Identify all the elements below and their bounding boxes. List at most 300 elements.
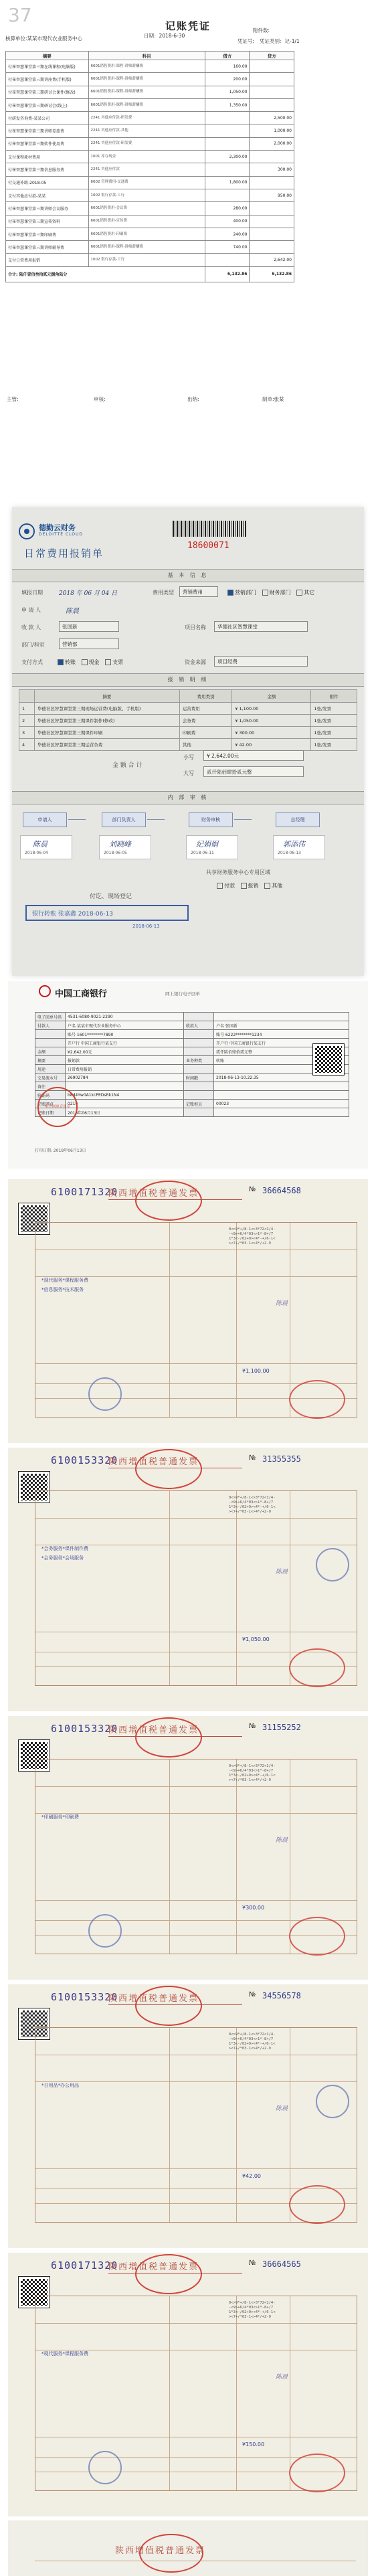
invoice-amount: ¥42.00 [242,2173,261,2179]
invoice-amount: ¥1,100.00 [242,1368,270,1374]
handwritten-note: 陈晨 [276,1837,288,1844]
voucher-summary: 支付其他应付款-某某 [6,189,89,201]
cipher-area: 0<>9*+/8-1<>3*72<1/4- -<9>+6/4*03<>1*-8+/7 1*3<-/02+9><4*-+/6-1< ><7+/*03-1<>4*/+2-9 [229,1764,276,1782]
cipher-area: 0<>9*+/8-1<>3*72<1/4- -<9>+6/4*03<>1*-8+/7 1*3<-/02+9><4*-+/6-1< ><7+/*03-1<>4*/+2-9 [229,1227,276,1246]
detail-col-no [19,690,35,703]
detail-amt: ¥ 1,050.00 [232,715,311,727]
section-detail: 报 销 明 细 [12,673,364,687]
fill-date: 2018 年 06 月 04 日 [59,590,118,597]
receipt-value: 4531-6080-9021-2290 [66,1013,184,1021]
qr-code-icon [313,1044,344,1075]
receipt-label: 交易流水号 [35,1074,66,1082]
expense-type-value: 营销费用 [179,586,218,597]
payee-label: 收 款 人 [21,624,41,630]
cipher-area: 0<>9*+/8-1<>3*72<1/4- -<9>+6/4*03<>1*-8+/7 1*3<-/02+9><4*-+/6-1< ><7+/*03-1<>4*/+2-9 [229,2033,276,2051]
seller-seal-icon [289,1648,345,1687]
seller-seal-icon [289,2454,345,2492]
detail-att: 1张/发票 [311,715,357,727]
receipt-label-2 [184,1039,214,1047]
fund-label: 资金来源 [185,659,206,665]
checkbox-icon [227,590,233,596]
detail-col-att: 附件 [311,690,357,703]
col-account: 科目 [88,52,205,60]
receipt-value: 账号 1601********7890 [66,1030,184,1039]
receipt-row [35,1091,349,1100]
payment-opt-3: 支票 [112,659,124,665]
receipt-label-2: 时间戳 [184,1074,214,1082]
flow-step-1: 申请人 [23,812,67,827]
receipt-row [35,1039,349,1047]
invoice-item: *现代服务*课程服务费 [41,1278,88,1283]
voucher-summary: 付交通补助-2018-05 [6,176,89,189]
voucher-summary: 付崔智慧课堂第三期讲师会议服务 [6,202,89,215]
approval-stamp-icon [88,2451,122,2484]
applicant-label: 申 请 人 [21,607,41,613]
voucher-credit: 2,642.00 [250,254,294,266]
detail-cat: 其他 [179,739,231,751]
receipt-value [66,1082,184,1091]
voucher-debit: 200.00 [205,73,250,86]
signature-box-1 [20,835,72,859]
form-title: 日常费用报销单 [24,547,104,560]
receipt-value: 2018年06月13日 [66,1108,184,1117]
voucher-credit [250,176,294,189]
signature-box-2 [99,835,151,859]
receipt-value-2 [214,1108,349,1117]
voucher-account: 2241 其他应付款-研发费 [88,112,205,124]
col-debit: 借方 [205,52,250,60]
flow-sign-4: 郭添伟 [283,840,305,849]
checkbox-icon [264,883,270,889]
icbc-logo-icon [39,985,51,997]
receipt-label: 记账日期 [35,1108,66,1117]
invoice-code: 6100171320 [51,1186,118,1198]
voucher-row [6,98,294,111]
receipt-value-2: 00023 [214,1100,349,1108]
invoice-item: *会务服务*会场服务 [41,1555,84,1561]
receipt-label: 备注 [35,1082,66,1091]
receipt-value-2: 账号 6222********1234 [214,1030,349,1039]
voucher-account: 2241 其他应付款-其他 [88,124,205,137]
voucher-summary: 付崔智慧课堂第三期研讨会(线上) [6,98,89,111]
receipt-label: 金额 [35,1047,66,1056]
finance-opt-1: 付款 [224,883,235,889]
approval-stamp-icon [316,2085,349,2118]
seller-seal-icon [289,1380,345,1419]
voucher-account: 6601销售费用-会议费 [88,202,205,215]
detail-no: 1 [19,703,35,715]
voucher-account: 2241 其他应付款-研发费 [88,137,205,150]
voucher-credit: 2,000.00 [250,137,294,150]
voucher-summary: 付崔智慧课堂第三期讲座费(手机版) [6,73,89,86]
voucher-cashier: 出纳: [187,396,199,402]
amount-large: 贰仟陆佰肆拾贰元整 [203,766,304,777]
voucher-debit [205,137,250,150]
receipt-label-2 [184,1082,214,1091]
receipt-label: 验证码 [35,1091,66,1100]
voucher-summary: 付崔智慧课堂第三期信息服务费 [6,163,89,176]
voucher-row [6,112,294,124]
dept-tag-1: 营销部门 [235,590,256,596]
receipt-value-2 [214,1013,349,1021]
voucher-credit [250,228,294,240]
receipt-value: ¥2,642.00元 [66,1047,184,1056]
arrow-right-icon [68,819,86,820]
invoice-item: *现代服务*课程服务费 [41,2351,88,2356]
payment-label: 支付方式 [21,659,43,665]
voucher-account: 6601销售费用-课程-讲师薪酬费 [88,60,205,73]
detail-cat: 会务费 [179,715,231,727]
bank-receipt [8,981,368,1169]
arrow-right-icon [234,819,252,820]
receipt-label [35,1030,66,1039]
invoice-item: *日用品*办公用品 [41,2083,79,2088]
detail-col-amt: 金额 [232,690,311,703]
voucher-summary: 付崔智慧课堂第三期讲师辅导费 [6,241,89,254]
brand-name-en: DELOITTE CLOUD [39,532,84,537]
receipt-row [35,1065,349,1074]
detail-desc: 华德社区智慧课堂第三期课件制作(修改) [34,715,179,727]
invoice-code: 6100153320 [51,1454,118,1466]
voucher-debit: 740.00 [205,241,250,254]
barcode-icon [173,521,246,537]
invoice-code: 6100153320 [51,1723,118,1735]
voucher-credit [250,215,294,228]
invoice-code: 6100153320 [51,1991,118,2003]
receipt-value: 开户行 中国工商银行某支行 [66,1039,184,1047]
voucher-row [6,228,294,240]
voucher-account: 1002 银行存款-工行 [88,254,205,266]
invoice-amount: ¥1,050.00 [242,1636,270,1642]
checkbox-icon [105,659,111,665]
dept-tags [223,589,314,596]
invoice-number: 31155252 [262,1723,301,1732]
partial-invoice [8,2520,368,2576]
voucher-row [6,241,294,254]
voucher-debit [205,163,250,176]
receipt-row [35,1108,349,1117]
flow-sign-1: 陈晨 [33,840,48,849]
reimbursement-form [12,507,364,976]
invoice-no-label: № [249,1454,256,1462]
dept-tag-2: 财务部门 [269,590,291,596]
large-label: 大写 [183,770,194,776]
fill-date-label: 填报日期 [21,590,43,596]
voucher-account: 6601销售费用-宣传费 [88,215,205,228]
voucher-debit [205,112,250,124]
voucher-debit: 400.00 [205,215,250,228]
section-flow: 内 部 审 核 [12,791,364,804]
col-summary: 摘要 [6,52,89,60]
detail-desc: 华德社区智慧课堂第三期现场运营费(电脑版、手机版) [34,703,179,715]
form-serial: 18600071 [187,541,229,551]
voucher-row [6,202,294,215]
invoice-title: 陕西增值税普通发票 [108,1994,199,2004]
partial-invoice-title: 陕西增值税普通发票 [115,2546,206,2556]
voucher-row [6,124,294,137]
flow-date-4: 2018-06-13 [278,851,301,855]
receipt-label: 记账网点 [35,1100,66,1108]
voucher-debit: 280.00 [205,202,250,215]
voucher-maker: 制单:张某 [262,396,284,402]
checkbox-icon [58,659,64,665]
vat-invoice [8,2253,368,2516]
handwritten-note: 陈晨 [276,1300,288,1307]
flow-date-1: 2018-06-04 [25,851,48,855]
voucher-row [6,86,294,98]
voucher-title: 记账凭证 [165,20,211,32]
voucher-credit: 300.00 [250,163,294,176]
receipt-row [35,1082,349,1091]
payment-options [54,659,123,666]
voucher-account: 6602 管理费用-交通费 [88,176,205,189]
bank-sub: 网上银行电子回单 [165,991,200,997]
flow-step-2: 部门负责人 [102,812,146,827]
cipher-area: 0<>9*+/8-1<>3*72<1/4- -<9>+6/4*03<>1*-8+/7 1*3<-/02+9><4*-+/6-1< ><7+/*03-1<>4*/+2-9 [229,2301,276,2319]
voucher-company: 核算单位:某某市现代农业服务中心 [5,35,83,41]
payment-opt-1: 转账 [65,659,76,665]
voucher-total-label: 合计: 陆仟壹佰叁拾贰元捌角陆分 [6,266,205,282]
vat-invoice [8,1716,368,1980]
receipt-label-2: 收款人 [184,1021,214,1030]
voucher-credit: 2,500.00 [250,112,294,124]
payee: 张国新 [59,621,119,632]
voucher-credit [250,241,294,254]
voucher-total-credit: 6,132.86 [250,266,294,282]
voucher-attach: 附件数: [253,27,270,33]
receipt-value-2: 贰仟陆佰肆拾贰元整 [214,1047,349,1056]
detail-col-cat: 费用类别 [179,690,231,703]
vat-invoice [8,1179,368,1443]
voucher-debit: 240.00 [205,228,250,240]
voucher-credit [250,73,294,86]
payment-opt-2: 现金 [88,659,100,665]
project: 华德社区智慧课堂 [214,621,308,632]
invoice-amount: ¥300.00 [242,1905,265,1911]
voucher-summary: 付研发咨询费-某某公司 [6,112,89,124]
receipt-label: 付款人 [35,1021,66,1030]
detail-col-desc: 摘要 [34,690,179,703]
receipt-value: b8d4Yw0A1kcPEDsRk1N4 [66,1091,184,1100]
voucher-supervisor: 主管: [7,396,19,402]
voucher-account: 1002 银行存款-工行 [88,189,205,201]
voucher-summary: 支付课程耗材费用 [6,151,89,163]
voucher-row [6,60,294,73]
detail-no: 3 [19,727,35,739]
approval-stamp-icon [316,1548,349,1581]
voucher-row [6,163,294,176]
signature-box-4 [273,835,325,859]
brand-name: 德勤云财务 [39,523,76,532]
dept-label: 部门/科室 [21,642,45,648]
voucher-debit: 2,300.00 [205,151,250,163]
receipt-label-2 [184,1013,214,1021]
voucher-row [6,73,294,86]
receipt-label-2 [184,1065,214,1074]
voucher-row [6,137,294,150]
receipt-label-2: 业务种类 [184,1056,214,1065]
bank-name: 中国工商银行 [55,989,108,999]
voucher-row [6,176,294,189]
flow-sign-3: 纪娟娟 [196,840,218,849]
print-date: 打印日期: 2018年06月13日 [35,1148,86,1153]
voucher-summary: 支付日常费用报销 [6,254,89,266]
voucher-review: 审核: [94,396,106,402]
vat-invoice [8,1448,368,1711]
flow-date-3: 2018-06-11 [191,851,214,855]
applicant: 陈晨 [66,608,79,615]
voucher-debit: 1,800.00 [205,176,250,189]
project-label: 项目名称 [185,624,206,630]
voucher-credit [250,151,294,163]
receipt-row [35,1047,349,1056]
voucher-summary: 付崔智慧课堂第三期研讨会课件(修改) [6,86,89,98]
detail-att: 1张/发票 [311,703,357,715]
detail-row [19,727,357,739]
invoice-code: 6100171320 [51,2259,118,2271]
voucher-row [6,215,294,228]
voucher-credit [250,202,294,215]
finance-options [213,882,282,889]
divider [108,1199,242,1200]
invoice-number: 36664565 [262,2259,301,2269]
voucher-account: 6601销售费用-课程-讲师薪酬费 [88,98,205,111]
divider [108,2004,242,2005]
cipher-area: 0<>9*+/8-1<>3*72<1/4- -<9>+6/4*03<>1*-8+/7 1*3<-/02+9><4*-+/6-1< ><7+/*03-1<>4*/+2-9 [229,1496,276,1514]
detail-desc: 华德社区智慧课堂第三期课件印刷 [34,727,179,739]
voucher-account: 6601销售费用-课程-讲师薪酬费 [88,86,205,98]
detail-amt: ¥ 42.00 [232,739,311,751]
receipt-value-2: 2018-06-13-10.22.35 [214,1074,349,1082]
finance-area-title: 共享财务服务中心专用区域 [206,869,270,875]
voucher-debit: 1,350.00 [205,98,250,111]
paid-stamp [25,905,189,921]
col-credit: 贷方 [250,52,294,60]
cashier-label: 付讫、现场登记 [90,893,132,900]
brand-mark-icon [19,523,35,539]
voucher-row [6,254,294,266]
handwritten-note: 陈晨 [276,1569,288,1575]
checkbox-icon [217,883,223,889]
page-number: 37 [8,4,32,26]
voucher-account: 1001 库存现金 [88,151,205,163]
invoice-no-label: № [249,2259,256,2267]
receipt-row [35,1013,349,1021]
voucher-credit [250,60,294,73]
checkbox-icon [296,590,302,596]
finance-opt-3: 其他 [272,883,283,889]
invoice-title: 陕西增值税普通发票 [108,1725,199,1735]
invoice-number: 36664568 [262,1186,301,1195]
receipt-row [35,1056,349,1065]
voucher-debit: 1,050.00 [205,86,250,98]
voucher-account: 2241 其他应付款 [88,163,205,176]
section-basic-info: 基 本 信 息 [12,569,364,582]
flow-date-2: 2018-06-05 [104,851,127,855]
arrow-right-icon [147,819,165,820]
receipt-value: 户名 某某市现代农业服务中心 [66,1021,184,1030]
finance-opt-2: 报销 [248,883,259,889]
approval-stamp-icon [88,1377,122,1411]
handwritten-note: 陈晨 [276,2106,288,2112]
receipt-row [35,1074,349,1082]
voucher-summary: 付崔智慧课堂第三期宣传资料 [6,215,89,228]
voucher-debit [205,254,250,266]
voucher-debit [205,189,250,201]
invoice-number: 34556578 [262,1991,301,2000]
receipt-value-2 [214,1082,349,1091]
receipt-value: 26902784 [66,1074,184,1082]
flow-step-3: 财务审核 [189,812,233,827]
dept-tag-3: 其它 [304,590,315,596]
receipt-label-2 [184,1030,214,1039]
invoice-no-label: № [249,1186,256,1193]
dept-value: 营销部 [59,638,119,649]
voucher-credit: 1,000.00 [250,124,294,137]
brand-logo [19,522,112,542]
receipt-label: 电子回单号码 [35,1013,66,1021]
invoice-item: *信息服务*技术服务 [41,1287,84,1292]
voucher-account: 6601销售费用-印刷费 [88,228,205,240]
detail-no: 2 [19,715,35,727]
voucher-summary: 付崔智慧课堂第三期在线课程(电脑版) [6,60,89,73]
voucher-credit: 950.00 [250,189,294,201]
receipt-label-2 [184,1091,214,1100]
voucher-debit [205,124,250,137]
detail-row [19,739,357,751]
divider [108,1736,242,1737]
invoice-amount: ¥150.00 [242,2441,265,2448]
invoice-number: 31355355 [262,1454,301,1464]
invoice-item: *印刷服务*印刷费 [41,1814,79,1820]
detail-amt: ¥ 1,100.00 [232,703,311,715]
invoice-title: 陕西增值税普通发票 [108,1457,199,1467]
approval-stamp-icon [88,1914,122,1948]
vat-invoice [8,1984,368,2248]
voucher-summary: 付崔智慧课堂第三期软件使用费 [6,137,89,150]
voucher-number: 凭证号: [238,38,255,44]
detail-table [19,689,357,751]
receipt-value-2: 转账 [214,1056,349,1065]
handwritten-note: 陈晨 [276,2374,288,2381]
voucher-date: 日期：2018-6-30 [144,33,185,39]
checkbox-icon [262,590,268,596]
checkbox-icon [241,883,247,889]
signature-box-3 [186,835,238,859]
detail-att: 1张/发票 [311,727,357,739]
invoice-item: *会务服务*课件制作费 [41,1546,88,1551]
voucher-type: 凭证类别：记-1/1 [260,38,300,44]
voucher-summary: 付崔智慧课堂第三期讲师差旅费 [6,124,89,137]
voucher-credit [250,98,294,111]
receipt-value: 0219 [66,1100,184,1108]
detail-att: 1张/发票 [311,739,357,751]
cashier-sign: 银行转账 张嘉鑫 2018-06-13 [32,911,114,918]
invoice-no-label: № [249,1723,256,1730]
receipt-label [35,1039,66,1047]
small-label: 小写 [183,754,194,760]
detail-no: 4 [19,739,35,751]
receipt-value: 日常费用报销 [66,1065,184,1074]
voucher-credit [250,86,294,98]
receipt-stamp: 电子回单专用章 [37,1087,78,1127]
detail-amt: ¥ 300.00 [232,727,311,739]
receipt-value-2 [214,1091,349,1100]
receipt-table [35,1012,349,1117]
total-label: 金 额 合 计 [112,762,143,769]
receipt-label: 摘要 [35,1056,66,1065]
seller-seal-icon [289,2185,345,2224]
